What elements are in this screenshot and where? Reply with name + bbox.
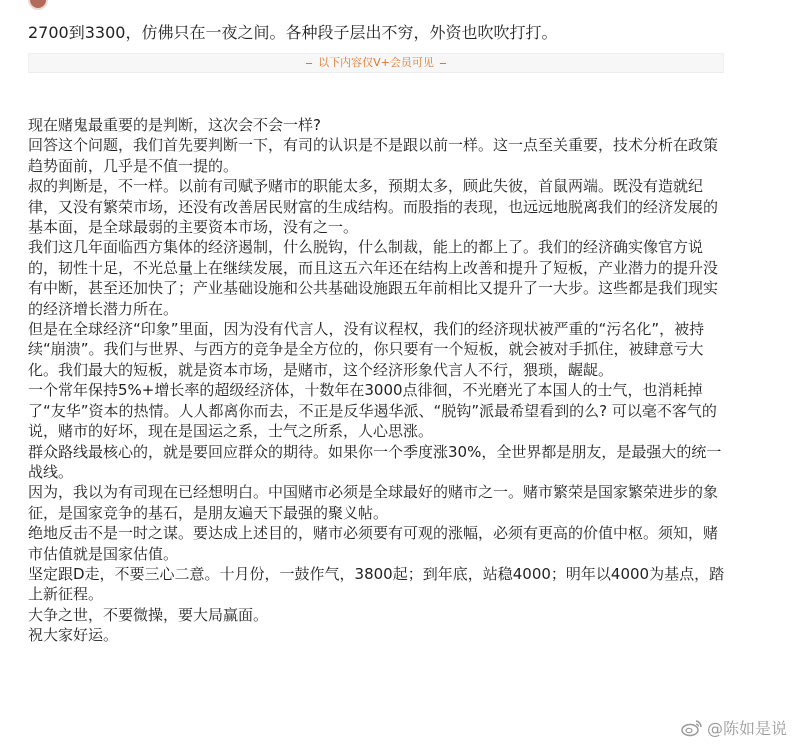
article-paragraph: 我们这几年面临西方集体的经济遏制，什么脱钩，什么制裁，能上的都上了。我们的经济确实像官方说的，韧性十足，不光总量上在继续发展，而且这五六年还在结构上改善和提升了短板，产业潜力的提升没有中断，甚至还加快了；产业基础设施和公共基础设施跟五年前相比又提升了一大步。这些都是我们现实的经济增长潜力所在。 [28,238,719,318]
vip-notice-bar [28,53,724,73]
vip-notice-right-dash [440,63,446,64]
article-paragraph: 坚定跟D走，不要三心二意。十月份，一鼓作气，3800起；到年底，站稳4000；明年以4000为基点，踏上新征程。 [28,564,725,604]
article-paragraph: 群众路线最核心的，就是要回应群众的期待。如果你一个季度涨30%，全世界都是朋友，是最强大的统一战线。 [28,442,722,481]
watermark-text: @陈如是说 [706,719,787,738]
watermark [681,716,787,739]
article-paragraph: 绝地反击不是一时之谋。要达成上述目的，赌市必须要有可观的涨幅，必须有更高的价值中枢。须知，赌市估值就是国家估值。 [28,524,719,563]
article-paragraph: 回答这个问题，我们首先要判断一下，有司的认识是不是跟以前一样。这一点至关重要，技术分析在政策趋势面前，几乎是不值一提的。 [28,136,719,175]
article-body [28,115,728,646]
vip-notice-label: 以下内容仅V+会员可见 [318,56,434,69]
article-paragraph: 但是在全球经济“印象”里面，因为没有代言人，没有议程权，我们的经济现状被严重的“污名化”，被持续“崩溃”。我们与世界、与西方的竞争是全方位的，你只要有一个短板，就会被对手抓住，被肆意亏大化。我们最大的短板，就是资本市场，是赌市，这个经济形象代言人不行，猥琐，龌龊。 [28,320,705,379]
vip-notice-left-dash [306,63,312,64]
article-paragraph: 叔的判断是，不一样。以前有司赋予赌市的职能太多，预期太多，顾此失彼，首鼠两端。既没有造就纪律，又没有繁荣市场，还没有改善居民财富的生成结构。而股指的表现，也远远地脱离我们的经济发展的基本面，是全球最弱的主要资本市场，没有之一。 [28,177,719,237]
avatar[interactable] [28,0,48,10]
article-paragraph: 祝大家好运。 [28,626,119,645]
article-paragraph: 大争之世，不要微操，要大局赢面。 [28,605,269,624]
article-paragraph: 因为，我以为有司现在已经想明白。中国赌市必须是全球最好的赌市之一。赌市繁荣是国家繁荣进步的象征，是国家竞争的基石，是朋友遍天下最强的聚义帖。 [28,483,719,522]
article-paragraph: 一个常年保持5%+增长率的超级经济体，十数年在3000点徘徊，不光磨光了本国人的士气，也消耗掉了“友华”资本的热情。人人都离你而去，不正是反华遏华派、“脱钩”派最希望看到的么? 可以毫不客气的说，赌市的好坏，现在是国运之系，士气之所系，人心思涨。 [28,381,717,441]
weibo-logo-icon [681,719,703,737]
article-paragraph: 现在赌鬼最重要的是判断，这次会不会一样? [28,116,321,134]
post-intro-text: 2700到3300，仿佛只在一夜之间。各种段子层出不穷，外资也吹吹打打。 [28,23,558,42]
